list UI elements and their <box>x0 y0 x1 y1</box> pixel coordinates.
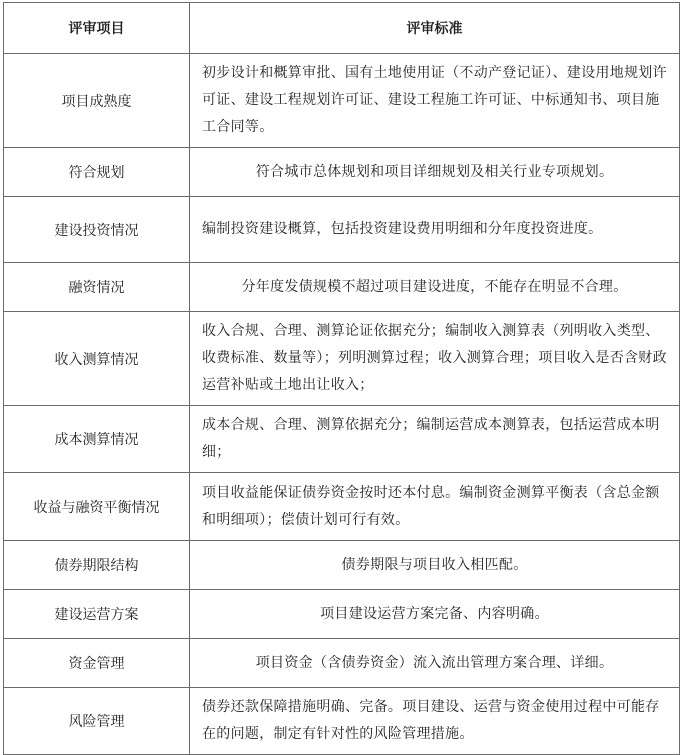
header-review-item: 评审项目 <box>4 3 190 54</box>
row-item-fund-management: 资金管理 <box>4 639 190 688</box>
header-row <box>4 3 680 54</box>
table-row <box>4 148 680 197</box>
table-row <box>4 263 680 312</box>
table-row <box>4 688 680 755</box>
table-row <box>4 54 680 148</box>
review-criteria-table <box>3 2 680 755</box>
row-standard-project-maturity: 初步设计和概算审批、国有土地使用证（不动产登记证）、建设用地规划许可证、建设工程规划许可证、建设工程施工许可证、中标通知书、项目施工合同等。 <box>190 54 680 148</box>
row-item-income-financing-balance: 收益与融资平衡情况 <box>4 473 190 541</box>
row-item-financing: 融资情况 <box>4 263 190 312</box>
row-standard-operation-plan: 项目建设运营方案完备、内容明确。 <box>190 590 680 639</box>
row-item-revenue-estimate: 收入测算情况 <box>4 312 190 406</box>
table-row <box>4 541 680 590</box>
row-standard-construction-investment: 编制投资建设概算，包括投资建设费用明细和分年度投资进度。 <box>190 197 680 263</box>
row-standard-revenue-estimate: 收入合规、合理、测算论证依据充分；编制收入测算表（列明收入类型、收费标准、数量等）；列明测算过程；收入测算合理；项目收入是否含财政运营补贴或土地出让收入； <box>190 312 680 406</box>
table-row <box>4 197 680 263</box>
row-standard-cost-estimate: 成本合规、合理、测算依据充分；编制运营成本测算表，包括运营成本明细； <box>190 406 680 473</box>
table-row <box>4 473 680 541</box>
row-item-project-maturity: 项目成熟度 <box>4 54 190 148</box>
table-row <box>4 406 680 473</box>
row-item-cost-estimate: 成本测算情况 <box>4 406 190 473</box>
row-standard-bond-maturity: 债券期限与项目收入相匹配。 <box>190 541 680 590</box>
row-item-construction-investment: 建设投资情况 <box>4 197 190 263</box>
table-header <box>4 3 680 54</box>
row-item-bond-maturity: 债券期限结构 <box>4 541 190 590</box>
row-item-planning-compliance: 符合规划 <box>4 148 190 197</box>
row-standard-fund-management: 项目资金（含债券资金）流入流出管理方案合理、详细。 <box>190 639 680 688</box>
row-standard-risk-management: 债券还款保障措施明确、完备。项目建设、运营与资金使用过程中可能存在的问题，制定有针对性的风险管理措施。 <box>190 688 680 755</box>
row-item-risk-management: 风险管理 <box>4 688 190 755</box>
row-standard-income-financing-balance: 项目收益能保证债券资金按时还本付息。编制资金测算平衡表（含总金额和明细项）；偿债计划可行有效。 <box>190 473 680 541</box>
row-item-operation-plan: 建设运营方案 <box>4 590 190 639</box>
table-row <box>4 639 680 688</box>
table-body <box>4 54 680 755</box>
row-standard-planning-compliance: 符合城市总体规划和项目详细规划及相关行业专项规划。 <box>190 148 680 197</box>
table-row <box>4 312 680 406</box>
row-standard-financing: 分年度发债规模不超过项目建设进度，不能存在明显不合理。 <box>190 263 680 312</box>
table-row <box>4 590 680 639</box>
header-review-standard: 评审标准 <box>190 3 680 54</box>
